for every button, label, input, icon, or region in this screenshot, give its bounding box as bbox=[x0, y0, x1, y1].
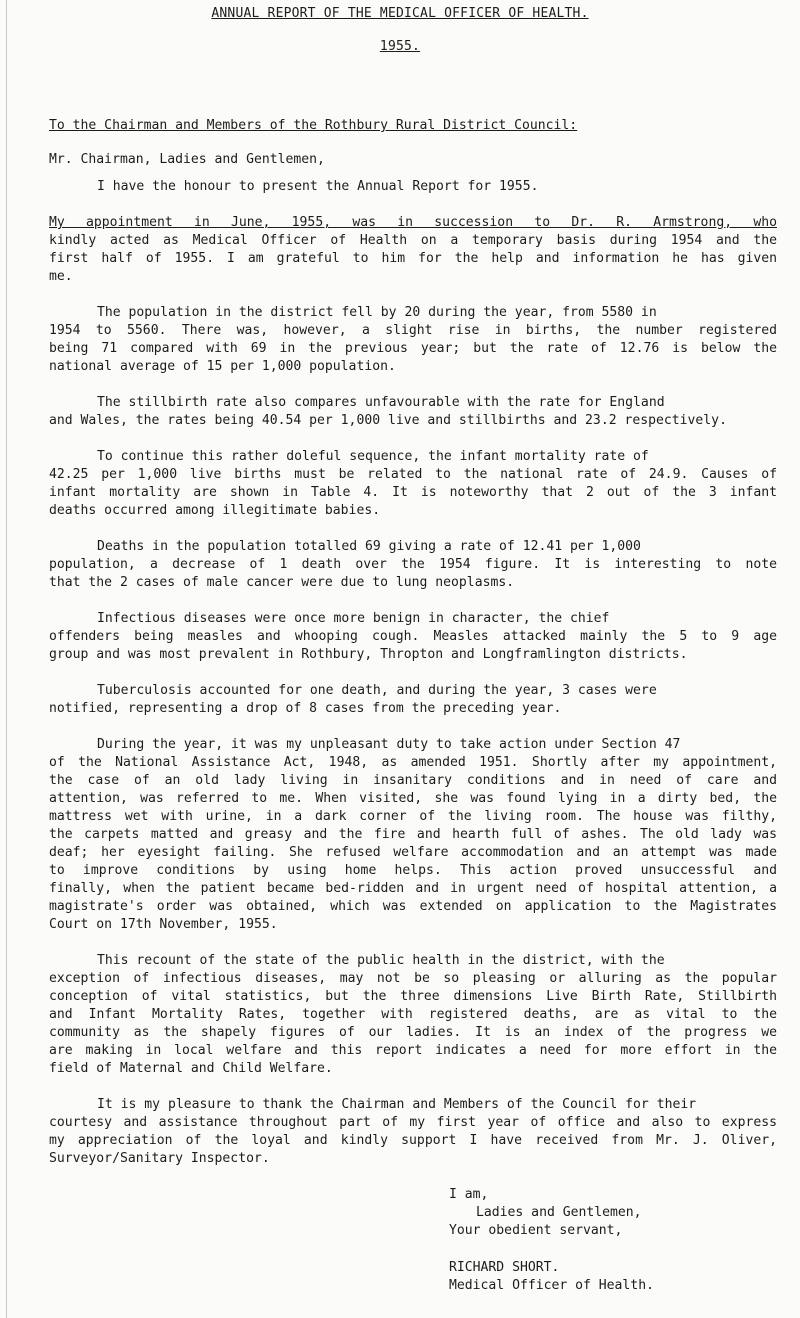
closing-line: Ladies and Gentlemen, bbox=[476, 1205, 642, 1220]
paragraph-line: me. bbox=[49, 269, 73, 284]
paragraph-line: the carpets matted and greasy and the fire and hearth full of ashes. The old lady was bbox=[49, 827, 777, 842]
paragraph-line: exception of infectious diseases, may not be so pleasing or alluring as the popular bbox=[49, 971, 777, 986]
report-year: 1955. bbox=[379, 39, 421, 54]
page-edge-line bbox=[6, 0, 7, 1318]
paragraph-line: first half of 1955. I am grateful to him for the help and information he has given bbox=[49, 251, 777, 266]
paragraph-line: Court on 17th November, 1955. bbox=[49, 917, 278, 932]
closing-line: I am, bbox=[449, 1187, 489, 1202]
report-title: ANNUAL REPORT OF THE MEDICAL OFFICER OF HEALTH. bbox=[211, 6, 589, 21]
paragraph-line bbox=[49, 213, 777, 232]
paragraph-line: Infectious diseases were once more benign in character, the chief bbox=[97, 611, 610, 626]
paragraph-line: that the 2 cases of male cancer were due to lung neoplasms. bbox=[49, 575, 515, 590]
paragraph-line: community as the shapely figures of our ladies. It is an index of the progress we bbox=[49, 1025, 777, 1040]
address-line: To the Chairman and Members of the Rothbury Rural District Council: bbox=[49, 118, 578, 133]
paragraph-line: group and was most prevalent in Rothbury, Thropton and Longframlington districts. bbox=[49, 647, 688, 662]
paragraph-line: notified, representing a drop of 8 cases from the preceding year. bbox=[49, 701, 562, 716]
paragraph-line: being 71 compared with 69 in the previous year; but the rate of 12.76 is below the bbox=[49, 341, 777, 356]
paragraph-line: 1954 to 5560. There was, however, a slight rise in births, the number registered bbox=[49, 323, 777, 338]
paragraph-line: the case of an old lady living in insanitary conditions and in need of care and bbox=[49, 773, 777, 788]
paragraph-text: My appointment in June, 1955, was in succession to Dr. R. Armstrong, who bbox=[49, 215, 777, 230]
paragraph-line: The stillbirth rate also compares unfavourable with the rate for England bbox=[97, 395, 665, 410]
paragraph-line: It is my pleasure to thank the Chairman and Members of the Council for their bbox=[97, 1097, 697, 1112]
paragraph-line: To continue this rather doleful sequence, the infant mortality rate of bbox=[97, 449, 649, 464]
paragraph-line: and Infant Mortality Rates, together with registered deaths, are as vital to the bbox=[49, 1007, 777, 1022]
paragraph-line: mattress wet with urine, in a dark corner of the living room. The house was filthy, bbox=[49, 809, 777, 824]
paragraph-line: magistrate's order was obtained, which was extended on application to the Magistrates bbox=[49, 899, 777, 914]
paragraph-line: population, a decrease of 1 death over the 1954 figure. It is interesting to note bbox=[49, 557, 777, 572]
closing-line: Your obedient servant, bbox=[449, 1223, 623, 1238]
paragraph-line: conception of vital statistics, but the three dimensions Live Birth Rate, Stillbirth bbox=[49, 989, 777, 1004]
paragraph-line: infant mortality are shown in Table 4. It is noteworthy that 2 out of the 3 infant bbox=[49, 485, 777, 500]
paragraph-line: deaf; her eyesight failing. She refused welfare accommodation and an attempt was made bbox=[49, 845, 777, 860]
paragraph-line: offenders being measles and whooping cough. Measles attacked mainly the 5 to 9 age bbox=[49, 629, 777, 644]
paragraph-line: Deaths in the population totalled 69 giving a rate of 12.41 per 1,000 bbox=[97, 539, 641, 554]
paragraph-line: deaths occurred among illegitimate babies. bbox=[49, 503, 381, 518]
paragraph-line: The population in the district fell by 20 during the year, from 5580 in bbox=[97, 305, 657, 320]
paragraph-line: field of Maternal and Child Welfare. bbox=[49, 1061, 333, 1076]
paragraph-line: Tuberculosis accounted for one death, and during the year, 3 cases were bbox=[97, 683, 657, 698]
paragraph-line: of the National Assistance Act, 1948, as amended 1951. Shortly after my appointment, bbox=[49, 755, 777, 770]
paragraph-line: attention, was referred to me. When visited, she was found lying in a dirty bed, the bbox=[49, 791, 777, 806]
paragraph-line: This recount of the state of the public health in the district, with the bbox=[97, 953, 665, 968]
paragraph-line: kindly acted as Medical Officer of Health on a temporary basis during 1954 and the bbox=[49, 233, 777, 248]
paragraph-line: I have the honour to present the Annual Report for 1955. bbox=[97, 179, 539, 194]
paragraph-line: courtesy and assistance throughout part of my first year of office and also to express bbox=[49, 1115, 777, 1130]
signature-name: RICHARD SHORT. bbox=[449, 1260, 560, 1275]
paragraph-line: Surveyor/Sanitary Inspector. bbox=[49, 1151, 270, 1166]
paragraph-line: national average of 15 per 1,000 population. bbox=[49, 359, 396, 374]
signature-title: Medical Officer of Health. bbox=[449, 1278, 654, 1293]
paragraph-line: During the year, it was my unpleasant duty to take action under Section 47 bbox=[97, 737, 681, 752]
salutation: Mr. Chairman, Ladies and Gentlemen, bbox=[49, 152, 325, 167]
paragraph-line: and Wales, the rates being 40.54 per 1,000 live and stillbirths and 23.2 respectively. bbox=[49, 413, 727, 428]
paragraph-line: are making in local welfare and this report indicates a need for more effort in the bbox=[49, 1043, 777, 1058]
paragraph-line: finally, when the patient became bed-ridden and in urgent need of hospital attention, a bbox=[49, 881, 777, 896]
paragraph-line: 42.25 per 1,000 live births must be related to the national rate of 24.9. Causes of bbox=[49, 467, 777, 482]
paragraph-line: my appreciation of the loyal and kindly support I have received from Mr. J. Oliver, bbox=[49, 1133, 777, 1148]
paragraph-line: to improve conditions by using home helps. This action proved unsuccessful and bbox=[49, 863, 777, 878]
